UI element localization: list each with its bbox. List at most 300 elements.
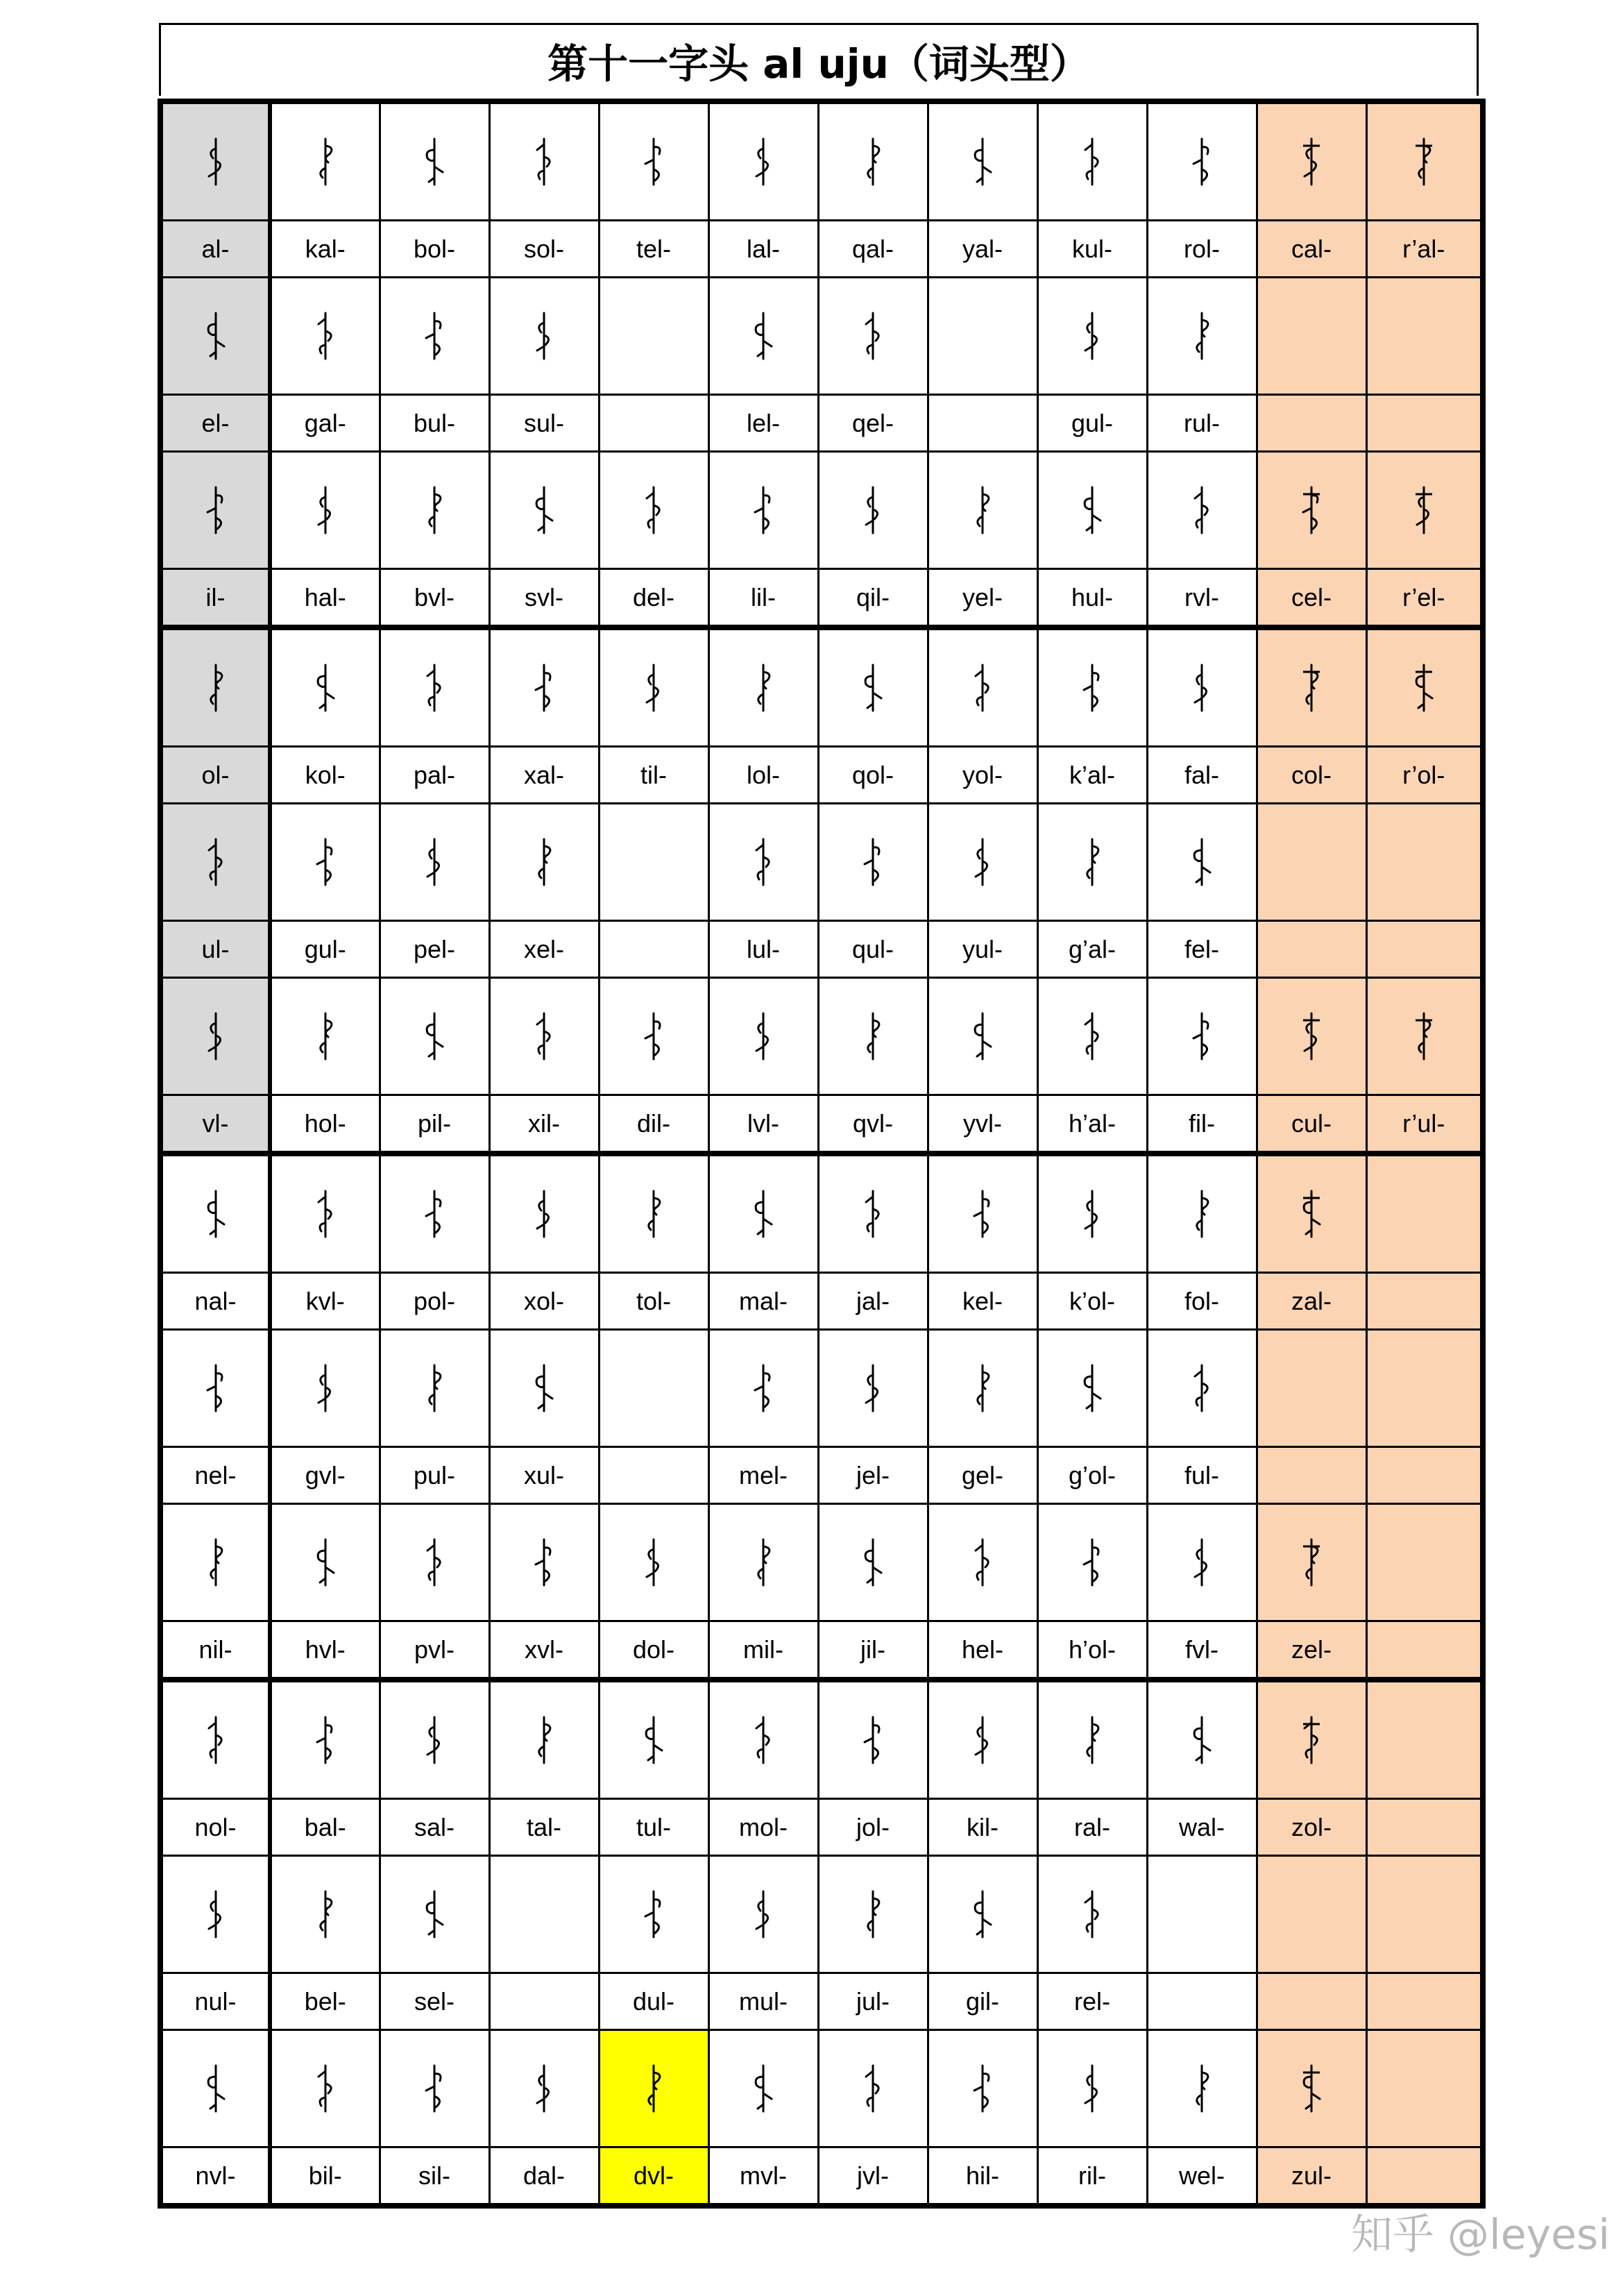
manchu-glyph-icon	[967, 662, 998, 714]
glyph-cell	[489, 627, 599, 747]
manchu-glyph-icon	[967, 484, 998, 536]
glyph-cell	[489, 804, 599, 921]
glyph-cell	[599, 2030, 708, 2147]
glyph-cell	[270, 1680, 380, 1799]
manchu-glyph-icon	[1187, 1714, 1217, 1766]
latin-cell	[1147, 1447, 1257, 1504]
manchu-glyph-icon	[858, 1714, 888, 1766]
manchu-glyph-icon	[1409, 484, 1439, 536]
syllable-label: mul-	[739, 1986, 788, 2016]
glyph-cell	[928, 1330, 1037, 1447]
latin-cell	[708, 747, 818, 804]
syllable-label: lvl-	[747, 1108, 779, 1138]
glyph-row	[160, 101, 1483, 221]
syllable-label: dul-	[632, 1986, 675, 2016]
glyph-cell	[1257, 2030, 1366, 2147]
syllable-label: gvl-	[305, 1460, 346, 1489]
manchu-glyph-icon	[419, 1011, 450, 1062]
latin-cell	[489, 747, 599, 804]
latin-cell	[818, 1973, 928, 2030]
glyph-row	[160, 1856, 1483, 1973]
syllable-label: svl-	[525, 582, 563, 611]
syllable-label: vl-	[202, 1108, 229, 1138]
manchu-glyph-icon	[1077, 1362, 1107, 1414]
latin-cell	[1366, 569, 1483, 628]
latin-cell	[1037, 1273, 1147, 1330]
latin-cell	[928, 569, 1037, 628]
glyph-cell	[708, 278, 818, 395]
manchu-glyph-icon	[638, 1188, 669, 1240]
latin-cell	[270, 221, 380, 278]
syllable-label: zal-	[1291, 1286, 1332, 1315]
latin-cell	[160, 1095, 270, 1154]
syllable-label: sil-	[418, 2161, 450, 2190]
glyph-cell	[928, 1856, 1037, 1973]
glyph-cell	[708, 101, 818, 221]
manchu-glyph-icon	[858, 136, 888, 187]
latin-row	[160, 395, 1483, 452]
latin-cell	[599, 747, 708, 804]
glyph-cell	[270, 1154, 380, 1273]
manchu-glyph-icon	[1187, 1537, 1217, 1588]
glyph-cell	[1366, 804, 1483, 921]
manchu-glyph-icon	[748, 1011, 779, 1062]
latin-cell	[1257, 2147, 1366, 2206]
glyph-cell	[928, 627, 1037, 747]
glyph-row	[160, 1154, 1483, 1273]
latin-cell	[270, 1095, 380, 1154]
syllable-label: wel-	[1178, 2161, 1225, 2190]
glyph-cell	[270, 101, 380, 221]
manchu-glyph-icon	[858, 310, 888, 362]
syllable-label: dal-	[522, 2161, 566, 2190]
glyph-cell	[380, 627, 489, 747]
manchu-glyph-icon	[858, 2063, 888, 2114]
latin-cell	[928, 1621, 1037, 1680]
latin-cell	[489, 1621, 599, 1680]
syllable-label: nil-	[198, 1635, 232, 1664]
syllable-label: ul-	[201, 934, 230, 963]
latin-cell	[160, 921, 270, 978]
syllable-label: jvl-	[857, 2161, 889, 2190]
syllable-label: fvl-	[1185, 1635, 1218, 1664]
glyph-cell	[1147, 1504, 1257, 1621]
manchu-glyph-icon	[310, 2063, 341, 2114]
manchu-glyph-icon	[529, 484, 559, 536]
glyph-cell	[818, 101, 928, 221]
manchu-glyph-icon	[638, 136, 669, 187]
manchu-glyph-icon	[310, 836, 341, 888]
manchu-glyph-icon	[748, 1188, 779, 1240]
manchu-glyph-icon	[638, 1714, 669, 1766]
latin-cell	[380, 221, 489, 278]
manchu-glyph-icon	[310, 1362, 341, 1414]
latin-cell	[489, 395, 599, 452]
glyph-cell	[1366, 278, 1483, 395]
syllable-label: yel-	[962, 582, 1003, 611]
latin-cell	[1257, 395, 1366, 452]
manchu-glyph-icon	[967, 1889, 998, 1940]
manchu-glyph-icon	[1187, 836, 1217, 888]
syllable-label: nvl-	[195, 2161, 236, 2190]
latin-cell	[1037, 395, 1147, 452]
latin-cell	[1037, 1973, 1147, 2030]
glyph-cell	[380, 1330, 489, 1447]
manchu-glyph-icon	[201, 1714, 231, 1766]
manchu-glyph-icon	[1187, 1188, 1217, 1240]
glyph-cell	[1366, 1504, 1483, 1621]
syllable-label: nal-	[194, 1286, 237, 1315]
syllable-label: jil-	[860, 1635, 885, 1664]
latin-cell	[1037, 2147, 1147, 2206]
glyph-cell	[489, 278, 599, 395]
latin-cell	[270, 1799, 380, 1856]
syllable-label: dvl-	[633, 2161, 674, 2190]
syllable-label: zol-	[1291, 1812, 1332, 1841]
latin-cell	[1366, 747, 1483, 804]
glyph-cell	[1037, 1154, 1147, 1273]
latin-cell	[160, 1973, 270, 2030]
latin-cell	[1257, 921, 1366, 978]
manchu-glyph-icon	[967, 1714, 998, 1766]
manchu-glyph-icon	[201, 1889, 231, 1940]
latin-cell	[818, 1273, 928, 1330]
latin-cell	[1366, 1973, 1483, 2030]
glyph-cell	[708, 1856, 818, 1973]
latin-cell	[489, 1273, 599, 1330]
glyph-cell	[1366, 1330, 1483, 1447]
glyph-cell	[380, 1504, 489, 1621]
manchu-glyph-icon	[529, 1188, 559, 1240]
latin-cell	[1366, 395, 1483, 452]
syllable-label: kil-	[967, 1812, 999, 1841]
syllable-label: r’ol-	[1402, 760, 1445, 789]
manchu-glyph-icon	[1187, 136, 1217, 187]
glyph-cell	[489, 101, 599, 221]
manchu-glyph-icon	[967, 1188, 998, 1240]
manchu-glyph-icon	[419, 662, 450, 714]
syllable-label: fil-	[1189, 1108, 1215, 1138]
glyph-cell	[1257, 278, 1366, 395]
glyph-cell	[1147, 1680, 1257, 1799]
latin-cell	[1147, 2147, 1257, 2206]
manchu-glyph-icon	[858, 1889, 888, 1940]
syllable-label: yul-	[962, 934, 1003, 963]
glyph-cell	[1366, 1856, 1483, 1973]
watermark: 知乎 @leyesi	[1350, 2211, 1610, 2259]
glyph-cell	[489, 1504, 599, 1621]
latin-cell	[818, 221, 928, 278]
manchu-glyph-icon	[1077, 310, 1107, 362]
glyph-cell	[708, 978, 818, 1095]
latin-cell	[1257, 1273, 1366, 1330]
glyph-cell	[380, 804, 489, 921]
syllable-label: pul-	[413, 1460, 456, 1489]
manchu-glyph-icon	[1296, 484, 1327, 536]
glyph-cell	[489, 1330, 599, 1447]
syllable-label: mvl-	[740, 2161, 787, 2190]
manchu-glyph-icon	[201, 836, 231, 888]
manchu-glyph-icon	[310, 1889, 341, 1940]
glyph-cell	[1366, 101, 1483, 221]
syllable-label: bel-	[304, 1986, 346, 2016]
latin-cell	[1257, 569, 1366, 628]
manchu-glyph-icon	[529, 1362, 559, 1414]
syllable-label: cel-	[1291, 582, 1332, 611]
latin-cell	[1147, 747, 1257, 804]
manchu-glyph-icon	[638, 1889, 669, 1940]
latin-cell	[818, 1447, 928, 1504]
manchu-glyph-icon	[1296, 1011, 1327, 1062]
latin-cell	[1037, 747, 1147, 804]
manchu-glyph-icon	[748, 136, 779, 187]
manchu-glyph-icon	[419, 1714, 450, 1766]
syllable-label: yol-	[962, 760, 1003, 789]
glyph-cell	[818, 278, 928, 395]
latin-cell	[599, 921, 708, 978]
latin-cell	[380, 1095, 489, 1154]
latin-row	[160, 2147, 1483, 2206]
glyph-cell	[1037, 627, 1147, 747]
glyph-cell	[928, 2030, 1037, 2147]
latin-cell	[489, 1447, 599, 1504]
syllable-label: kvl-	[305, 1286, 345, 1315]
glyph-cell	[1147, 1856, 1257, 1973]
latin-cell	[1366, 1273, 1483, 1330]
syllable-label: k’ol-	[1069, 1286, 1115, 1315]
latin-cell	[708, 1273, 818, 1330]
glyph-cell	[380, 2030, 489, 2147]
glyph-cell	[489, 2030, 599, 2147]
latin-row	[160, 1273, 1483, 1330]
syllable-label: r’al-	[1402, 234, 1445, 263]
syllable-label: k’al-	[1069, 760, 1115, 789]
latin-row	[160, 1799, 1483, 1856]
latin-cell	[599, 1095, 708, 1154]
syllable-label: col-	[1291, 760, 1332, 789]
latin-cell	[160, 395, 270, 452]
manchu-glyph-icon	[748, 1362, 779, 1414]
latin-cell	[1257, 1621, 1366, 1680]
syllable-label: r’ul-	[1402, 1108, 1445, 1138]
latin-cell	[380, 921, 489, 978]
glyph-cell	[1037, 1680, 1147, 1799]
glyph-cell	[160, 1856, 270, 1973]
manchu-glyph-icon	[1187, 1362, 1217, 1414]
glyph-row	[160, 1330, 1483, 1447]
syllable-label: pol-	[413, 1286, 456, 1315]
latin-cell	[270, 1973, 380, 2030]
glyph-cell	[489, 452, 599, 569]
manchu-glyph-icon	[1077, 1889, 1107, 1940]
glyph-cell	[380, 278, 489, 395]
glyph-row	[160, 804, 1483, 921]
latin-cell	[599, 2147, 708, 2206]
syllable-label: fol-	[1184, 1286, 1219, 1315]
syllable-label: ral-	[1074, 1812, 1110, 1841]
glyph-cell	[599, 1154, 708, 1273]
glyph-row	[160, 452, 1483, 569]
syllable-label: lul-	[746, 934, 780, 963]
manchu-glyph-icon	[1077, 1537, 1107, 1588]
syllable-label: mal-	[739, 1286, 788, 1315]
glyph-cell	[818, 1504, 928, 1621]
latin-cell	[708, 921, 818, 978]
glyph-cell	[818, 978, 928, 1095]
latin-row	[160, 569, 1483, 628]
latin-cell	[380, 747, 489, 804]
glyph-cell	[818, 2030, 928, 2147]
latin-cell	[489, 221, 599, 278]
manchu-glyph-icon	[529, 1011, 559, 1062]
latin-cell	[489, 1095, 599, 1154]
manchu-glyph-icon	[310, 662, 341, 714]
manchu-glyph-icon	[1409, 136, 1439, 187]
latin-cell	[270, 1273, 380, 1330]
glyph-cell	[1147, 1330, 1257, 1447]
glyph-cell	[1257, 1154, 1366, 1273]
syllable-label: bvl-	[414, 582, 454, 611]
latin-cell	[380, 2147, 489, 2206]
manchu-glyph-icon	[1409, 1011, 1439, 1062]
glyph-row	[160, 978, 1483, 1095]
latin-cell	[270, 2147, 380, 2206]
manchu-glyph-icon	[748, 662, 779, 714]
glyph-cell	[708, 1154, 818, 1273]
manchu-glyph-icon	[1187, 484, 1217, 536]
latin-cell	[708, 2147, 818, 2206]
syllable-label: xil-	[528, 1108, 560, 1138]
glyph-cell	[489, 1154, 599, 1273]
glyph-cell	[1147, 978, 1257, 1095]
glyph-cell	[708, 1330, 818, 1447]
syllable-label: jal-	[856, 1286, 890, 1315]
manchu-glyph-icon	[1296, 662, 1327, 714]
glyph-row	[160, 1680, 1483, 1799]
latin-cell	[380, 1273, 489, 1330]
latin-cell	[1037, 1095, 1147, 1154]
glyph-cell	[1147, 627, 1257, 747]
latin-cell	[489, 569, 599, 628]
latin-row	[160, 1973, 1483, 2030]
syllable-label: pvl-	[414, 1635, 454, 1664]
latin-cell	[160, 221, 270, 278]
glyph-cell	[1147, 2030, 1257, 2147]
manchu-glyph-icon	[529, 136, 559, 187]
glyph-cell	[1037, 804, 1147, 921]
glyph-cell	[818, 804, 928, 921]
glyph-cell	[818, 1680, 928, 1799]
latin-cell	[818, 747, 928, 804]
latin-cell	[928, 1447, 1037, 1504]
glyph-cell	[599, 627, 708, 747]
latin-cell	[708, 1095, 818, 1154]
glyph-cell	[1257, 1680, 1366, 1799]
syllable-label: gil-	[965, 1986, 999, 2016]
latin-cell	[1257, 747, 1366, 804]
manchu-glyph-icon	[967, 836, 998, 888]
latin-cell	[1037, 569, 1147, 628]
manchu-glyph-icon	[638, 662, 669, 714]
glyph-cell	[489, 978, 599, 1095]
page-title: 第十一字头 al uju（词头型）	[159, 23, 1479, 96]
glyph-cell	[489, 1680, 599, 1799]
manchu-glyph-icon	[638, 1011, 669, 1062]
manchu-glyph-icon	[967, 1011, 998, 1062]
glyph-cell	[1037, 278, 1147, 395]
manchu-glyph-icon	[638, 484, 669, 536]
syllable-label: jul-	[856, 1986, 890, 2016]
glyph-row	[160, 627, 1483, 747]
latin-cell	[270, 921, 380, 978]
syllable-label: nul-	[194, 1986, 237, 2016]
manchu-glyph-icon	[1409, 662, 1439, 714]
syllable-label: rol-	[1184, 234, 1220, 263]
manchu-glyph-icon	[310, 136, 341, 187]
syllable-label: bul-	[413, 408, 456, 437]
glyph-cell	[270, 1330, 380, 1447]
latin-cell	[818, 395, 928, 452]
glyph-row	[160, 278, 1483, 395]
latin-cell	[1147, 395, 1257, 452]
syllable-label: mel-	[739, 1460, 788, 1489]
syllable-label: hil-	[965, 2161, 999, 2190]
manchu-glyph-icon	[858, 1537, 888, 1588]
glyph-cell	[160, 1154, 270, 1273]
latin-cell	[599, 569, 708, 628]
glyph-cell	[270, 804, 380, 921]
latin-cell	[1257, 1095, 1366, 1154]
glyph-cell	[599, 1680, 708, 1799]
glyph-cell	[160, 101, 270, 221]
syllable-label: dol-	[632, 1635, 675, 1664]
latin-cell	[1366, 221, 1483, 278]
latin-cell	[708, 221, 818, 278]
syllable-label: hel-	[961, 1635, 1004, 1664]
glyph-cell	[270, 2030, 380, 2147]
manchu-glyph-icon	[1296, 2063, 1327, 2114]
syllable-label: gul-	[304, 934, 346, 963]
syllable-label: mil-	[743, 1635, 783, 1664]
glyph-cell	[1366, 627, 1483, 747]
latin-cell	[380, 1621, 489, 1680]
glyph-cell	[489, 1856, 599, 1973]
manchu-glyph-icon	[1077, 1188, 1107, 1240]
latin-cell	[489, 1799, 599, 1856]
glyph-cell	[1366, 978, 1483, 1095]
glyph-cell	[928, 1154, 1037, 1273]
syllable-label: xul-	[523, 1460, 564, 1489]
manchu-glyph-icon	[748, 1889, 779, 1940]
manchu-glyph-icon	[201, 1011, 231, 1062]
syllable-label: yvl-	[963, 1108, 1002, 1138]
glyph-cell	[380, 1856, 489, 1973]
manchu-glyph-icon	[529, 1537, 559, 1588]
glyph-cell	[1366, 1680, 1483, 1799]
glyph-cell	[160, 1330, 270, 1447]
manchu-glyph-icon	[1296, 1537, 1327, 1588]
glyph-cell	[1257, 1856, 1366, 1973]
latin-cell	[928, 921, 1037, 978]
latin-cell	[708, 569, 818, 628]
manchu-glyph-icon	[748, 1537, 779, 1588]
latin-cell	[928, 2147, 1037, 2206]
glyph-cell	[270, 1856, 380, 1973]
glyph-cell	[160, 627, 270, 747]
manchu-glyph-icon	[748, 836, 779, 888]
latin-cell	[1147, 569, 1257, 628]
manchu-glyph-icon	[1187, 662, 1217, 714]
